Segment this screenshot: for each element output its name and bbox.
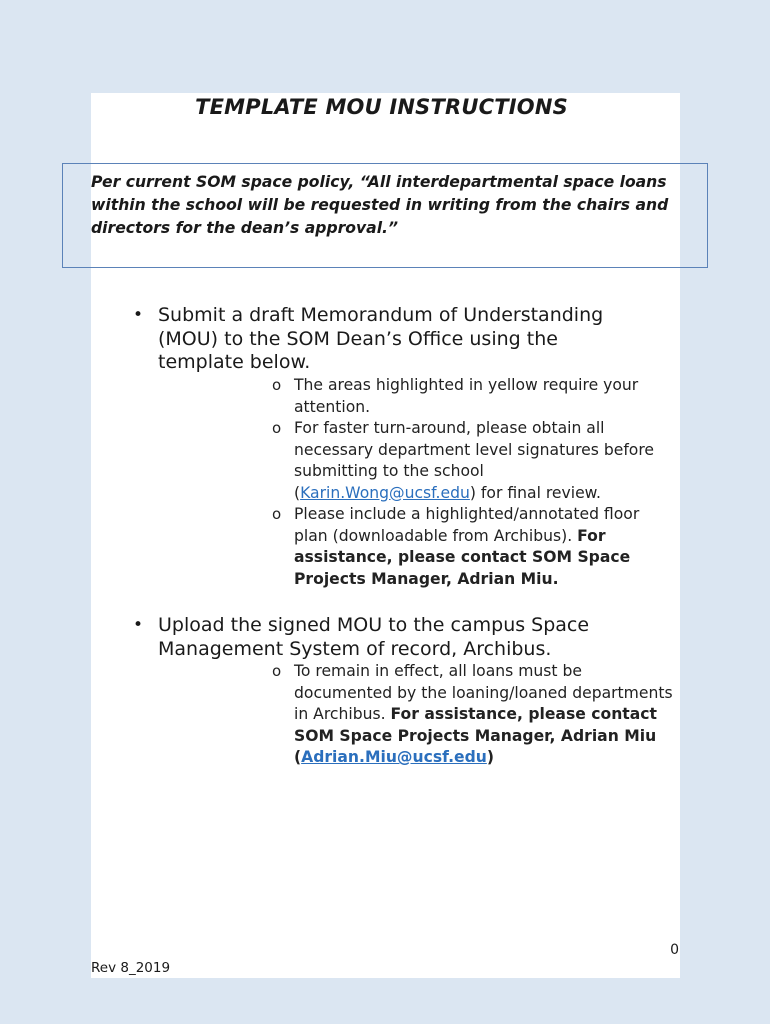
sub-item-text: The areas highlighted in yellow require your attention.	[294, 376, 639, 416]
sub-bullet-marker: o	[272, 419, 282, 437]
sub-item-text-after: ) for final review.	[469, 483, 601, 502]
paren-close: )	[486, 748, 494, 766]
document-title: TEMPLATE MOU INSTRUCTIONS	[195, 95, 568, 119]
bullet-marker: •	[133, 615, 144, 635]
sub-item-text: For faster turn-around, please obtain all necessary department level signatures before submitting to the school (	[294, 419, 655, 502]
sub-item-floor-plan	[272, 504, 674, 590]
bullet-text: Submit a draft Memorandum of Understanding (MOU) to the SOM Dean’s Office using the template below.	[158, 304, 604, 373]
page-number: 0	[670, 942, 679, 958]
sub-item-text: To remain in effect, all loans must be documented by the loaning/loaned departments in Archibus.	[294, 662, 673, 723]
sub-item-signatures	[272, 418, 664, 504]
sub-item-highlighted-areas	[272, 375, 664, 418]
bullet-marker: •	[133, 305, 144, 325]
sub-bullet-marker: o	[272, 505, 282, 523]
karin-wong-email-link[interactable]: Karin.Wong@ucsf.edu	[300, 483, 470, 502]
instruction-bullet-upload	[133, 614, 648, 661]
sub-bullet-marker: o	[272, 376, 282, 394]
revision-label: Rev 8_2019	[91, 960, 171, 976]
assistance-contact-text: For assistance, please contact SOM Space Projects Manager, Adrian Miu	[294, 705, 657, 745]
policy-quote: Per current SOM space policy, “All interdepartmental space loans within the school will be requested in writing from the chairs and directors for the dean’s approval.”	[91, 173, 669, 237]
sub-item-archibus-documentation	[272, 661, 684, 769]
adrian-miu-email-link[interactable]: Adrian.Miu@ucsf.edu	[301, 748, 487, 766]
assistance-contact-text: For assistance, please contact SOM Space Projects Manager, Adrian Miu.	[294, 526, 631, 588]
bullet-text: Upload the signed MOU to the campus Space Management System of record, Archibus.	[158, 614, 590, 660]
sub-item-text: Please include a highlighted/annotated floor plan (downloadable from Archibus).	[294, 505, 640, 545]
paren-open: (	[294, 748, 302, 766]
sub-bullet-marker: o	[272, 662, 282, 680]
instruction-bullet-submit	[133, 304, 648, 375]
